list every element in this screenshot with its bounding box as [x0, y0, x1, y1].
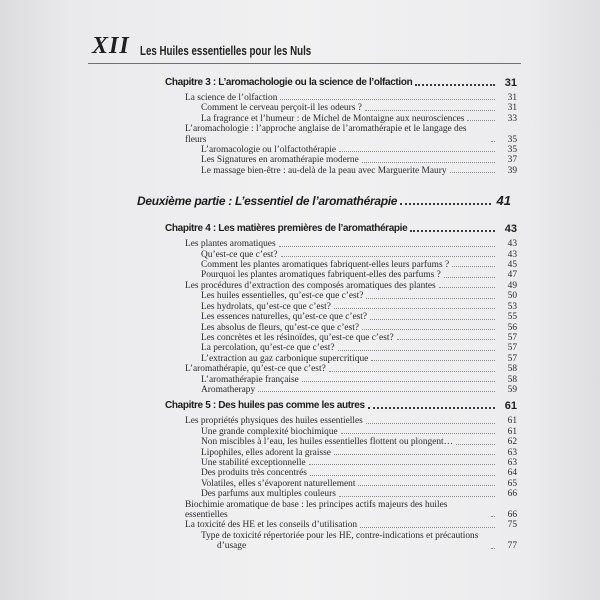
dot-leader [302, 381, 495, 382]
dot-leader [341, 433, 495, 434]
toc-page-number: 31 [504, 77, 517, 89]
toc-entry [0, 281, 517, 291]
toc-entry [0, 427, 517, 437]
dot-leader [371, 360, 495, 361]
toc-label: Des parfums aux multiples couleurs [201, 489, 336, 500]
dot-leader [400, 203, 491, 205]
toc-page-number: 57 [507, 332, 517, 343]
toc-entry [0, 291, 517, 301]
toc-entry [0, 93, 517, 103]
dot-leader [491, 548, 495, 549]
dot-leader [360, 527, 495, 528]
toc-page-number: 61 [507, 426, 517, 437]
toc-page-number: 57 [507, 353, 517, 364]
toc-label: L’aromathérapie, qu’est-ce que c’est? [185, 364, 326, 375]
toc-label: Chapitre 3 : L’aromachologie ou la science de l’olfaction [165, 77, 413, 88]
toc-label: Aromatherapy [201, 384, 256, 395]
toc-label: Volatiles, elles s’évaporent naturellement [201, 478, 356, 489]
dot-leader [334, 454, 495, 455]
toc-entry [0, 375, 517, 385]
toc-label: Les essences naturelles, qu’est-ce que c’est? [201, 312, 368, 323]
toc-entry [0, 489, 517, 499]
toc-label: Les plantes aromatiques [185, 239, 276, 250]
toc-page-number: 58 [507, 374, 517, 385]
toc-part-heading [0, 193, 517, 209]
page-folio: XII [92, 33, 130, 59]
toc-entry [0, 437, 517, 447]
dot-leader [450, 172, 495, 173]
running-head-title: Les Huiles essentielles pour les Nuls [140, 44, 312, 58]
toc-page-number: 61 [504, 400, 517, 413]
toc-label: Le massage bien-être : au-delà de la peau avec Marguerite Maury [201, 165, 447, 176]
toc-chapter-heading [0, 399, 517, 413]
dot-leader [329, 371, 495, 372]
dot-leader [397, 339, 495, 340]
table-of-contents [0, 76, 517, 552]
toc-page-number: 75 [507, 520, 517, 531]
toc-label: Deuxième partie : L’essentiel de l’aromathérapie [137, 194, 398, 209]
dot-leader [366, 423, 495, 424]
dot-leader [309, 464, 495, 465]
toc-label: Une grande complexité biochimique [201, 426, 338, 437]
dot-leader [280, 99, 495, 100]
toc-page-number: 59 [507, 384, 517, 395]
dot-leader [339, 151, 495, 152]
toc-label: Les Signatures en aromathérapie moderne [201, 155, 359, 166]
toc-label: Pourquoi les plantes aromatiques fabriquent-elles des parfums ? [201, 270, 441, 281]
toc-page-number: 31 [507, 103, 517, 114]
dot-leader [334, 308, 495, 309]
toc-page-number: 65 [507, 478, 517, 489]
dot-leader [310, 475, 495, 476]
toc-entry [0, 114, 517, 124]
dot-leader [279, 246, 495, 247]
toc-entry [0, 260, 517, 270]
toc-entry [0, 364, 517, 374]
toc-page-number: 43 [507, 239, 517, 250]
toc-entry [0, 124, 517, 145]
toc-page-number: 57 [507, 343, 517, 354]
toc-page-number: 66 [507, 510, 517, 520]
toc-chapter-heading [0, 76, 517, 90]
dot-leader [365, 110, 495, 111]
dot-leader [370, 319, 495, 320]
toc-entry [0, 239, 517, 249]
toc-page-number: 66 [507, 489, 517, 500]
toc-page-number: 31 [507, 93, 517, 103]
dot-leader [456, 444, 495, 445]
toc-entry [0, 166, 517, 176]
toc-label: Une stabilité exceptionnelle [201, 457, 306, 468]
dot-leader [281, 256, 495, 257]
toc-label: Les hydrolats, qu’est-ce que c’est? [201, 301, 331, 312]
toc-page-number: 37 [507, 155, 517, 166]
toc-page-number: 35 [507, 145, 517, 156]
toc-page-number: 43 [504, 223, 517, 236]
toc-label: Les huiles essentielles, qu’est-ce que c’est? [201, 291, 364, 302]
dot-leader [439, 287, 495, 288]
toc-label: La science de l’olfaction [185, 93, 278, 103]
toc-entry [0, 270, 517, 280]
dot-leader [366, 298, 495, 299]
toc-entry [0, 145, 517, 155]
toc-entry [0, 531, 517, 552]
toc-label: Non miscibles à l’eau, les huiles essentielles flottent ou plongent… [201, 437, 454, 448]
toc-page-number: 47 [507, 270, 517, 281]
dot-leader [467, 120, 495, 121]
toc-page-number: 64 [507, 468, 517, 479]
dot-leader [358, 485, 495, 486]
toc-label: La toxicité des HE et les conseils d’utilisation [185, 520, 358, 531]
toc-entry [0, 448, 517, 458]
toc-label: La fragrance et l’humeur : de Michel de Montaigne aux neurosciences [201, 113, 465, 124]
dot-leader [368, 407, 495, 409]
toc-label: La percolation, qu’est-ce que c’est? [201, 343, 335, 354]
toc-page-number: 53 [507, 301, 517, 312]
toc-entry [0, 302, 517, 312]
toc-entry [0, 385, 517, 395]
dot-leader [415, 84, 495, 86]
dot-leader [452, 266, 495, 267]
toc-entry [0, 103, 517, 113]
toc-page-number: 50 [507, 291, 517, 302]
toc-label: L’aromachologie : l’approche anglaise de l’aromathérapie et le langage des fleurs [185, 124, 467, 145]
toc-label: Les procédures d’extraction des composés aromatiques des plantes [185, 280, 436, 291]
toc-label: L’extraction au gaz carbonique supercritique [201, 353, 369, 364]
toc-page-number: 61 [507, 416, 517, 427]
toc-entry [0, 458, 517, 468]
dot-leader [338, 350, 495, 351]
toc-label: Comment les plantes aromatiques fabriquent-elles leurs parfums ? [201, 260, 450, 271]
toc-page-number: 39 [507, 165, 517, 176]
toc-page-number: 63 [507, 447, 517, 458]
toc-label: L’aromacologie ou l’olfactothérapie [201, 145, 337, 156]
toc-entry [0, 354, 517, 364]
toc-label: Les propriétés physiques des huiles essentielles [185, 416, 363, 427]
toc-entry [0, 520, 517, 530]
toc-label: Comment le cerveau perçoit-il les odeurs ? [201, 103, 362, 114]
toc-page-number: 62 [507, 437, 517, 448]
dot-leader [362, 162, 495, 163]
toc-label: Biochimie aromatique de base : les principes actifs majeurs des huiles essentielles [185, 499, 448, 520]
toc-entry [0, 333, 517, 343]
toc-entry [0, 343, 517, 353]
toc-entry [0, 155, 517, 165]
toc-label: Qu’est-ce que c’est? [201, 249, 278, 260]
toc-page-number: 55 [507, 312, 517, 323]
toc-page-number: 77 [507, 541, 517, 552]
toc-entry [0, 468, 517, 478]
dot-leader [491, 141, 495, 142]
toc-page-number: 63 [507, 457, 517, 468]
dot-leader [410, 230, 495, 232]
toc-entry [0, 323, 517, 333]
toc-page-number: 41 [496, 193, 511, 209]
toc-label: Des produits très concentrés [201, 468, 307, 479]
toc-label: L’aromathérapie française [201, 374, 299, 385]
toc-page-number: 43 [507, 249, 517, 260]
toc-entry [0, 312, 517, 322]
dot-leader [339, 496, 495, 497]
toc-label: Lipophiles, elles adorent la graisse [201, 447, 331, 458]
toc-label: Les absolus de fleurs, qu’est-ce que c’est? [201, 322, 360, 333]
toc-entry [0, 500, 517, 521]
dot-leader [362, 329, 495, 330]
dot-leader [444, 277, 495, 278]
header-divider [88, 63, 521, 64]
toc-entry [0, 250, 517, 260]
toc-page-number: 58 [507, 364, 517, 375]
toc-label: Chapitre 5 : Des huiles pas comme les autres [165, 400, 365, 412]
toc-entry [0, 479, 517, 489]
dot-leader [258, 391, 495, 392]
toc-label: Les concrètes et les résinoïdes, qu’est-ce que c’est? [201, 332, 394, 343]
dot-leader [491, 516, 495, 517]
toc-chapter-heading [0, 222, 517, 236]
toc-page-number: 35 [507, 134, 517, 145]
toc-label: Chapitre 4 : Les matières premières de l’aromathérapie [165, 223, 408, 235]
toc-label: Type de toxicité répertoriée pour les HE, contre-indications et précautions d’usage [201, 530, 479, 552]
toc-page-number: 33 [507, 113, 517, 124]
toc-page-number: 45 [507, 260, 517, 271]
toc-page-number: 56 [507, 322, 517, 333]
toc-entry [0, 416, 517, 426]
toc-page-number: 49 [507, 280, 517, 291]
